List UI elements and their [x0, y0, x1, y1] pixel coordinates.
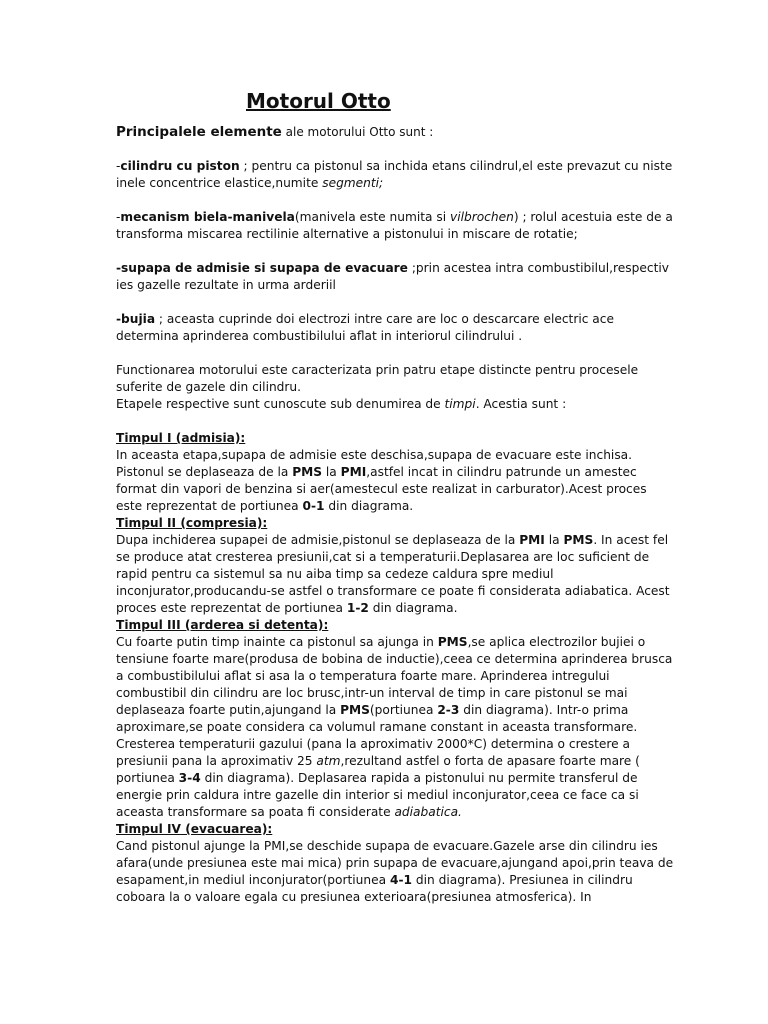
term: PMS	[563, 533, 594, 547]
element-name: mecanism biela-manivela	[120, 210, 295, 224]
timpi-text: Etapele respective sunt cunoscute sub denumirea de	[116, 397, 445, 411]
term: 3-4	[178, 771, 201, 785]
term: PMS	[437, 635, 468, 649]
intro-text: ale motorului Otto sunt :	[281, 125, 434, 139]
text: ,se aplica electrozilor bujiei o tensiune foarte mare(produsa de bobina de inductie),ceea ce determina aprinderea brusca a combustibilului aflat si asa la o temperatura foarte mare. Aprinderea intregului combustibil din cilindru are loc brusc,intr-un interval de timp in care pistonul se mai deplaseaza foarte putin,ajungand la	[116, 635, 673, 717]
term: 4-1	[389, 873, 413, 887]
element-after: ) ; rolul acestuia este de a transforma miscarea rectilinie alternative a pistonului in miscare de rotatie;	[116, 210, 673, 241]
text: din diagrama). Deplasarea rapida a pistonului nu permite transferul de energie prin caldura intre gazelle din interior si mediul inconjurator,ceea ce face ca si aceasta transformare sa poata fi considerate	[116, 771, 639, 819]
term: PMI	[519, 533, 545, 547]
element-name: -bujia	[116, 312, 156, 326]
term: PMI	[340, 465, 367, 479]
text: din diagrama.	[324, 499, 414, 513]
intro-bold: Principalele elemente	[116, 124, 282, 140]
term: 0-1	[302, 499, 325, 513]
paragraph-timpul-1	[116, 447, 676, 515]
heading-timpul-1: Timpul I (admisia):	[116, 431, 246, 445]
text: din diagrama). Intr-o prima aproximare,se poate considera ca volumul ramane constant in aceasta transformare. Cresterea temperaturii gazului (pana la aproximativ 2000*C) determina o crestere a presiunii pana la aproximativ 25	[116, 703, 638, 768]
text: In aceasta etapa,supapa de admisie este deschisa,supapa de evacuare este inchisa. Pistonul se deplaseaza de la	[116, 448, 633, 479]
heading-timpul-2: Timpul II (compresia):	[116, 516, 268, 530]
element-lead: -	[116, 159, 121, 173]
text: (portiunea	[369, 703, 438, 717]
text: ,rezultand astfel o forta de apasare foarte mare ( portiunea	[116, 754, 640, 785]
element-name: cilindru cu piston	[120, 159, 240, 173]
text: Dupa inchiderea supapei de admisie,pistonul se deplaseaza de la	[116, 533, 520, 547]
text: . In acest fel se produce atat cresterea presiunii,cat si a temperaturii.Deplasarea are loc suficient de rapid pentru ca sistemul sa nu aiba timp sa cedeze caldura spre mediul inconjurator,producandu-se astfel o transformare ce poate fi considerata adiabatica. Acest proces este reprezentat de portiunea	[116, 533, 670, 615]
timpi-italic: timpi	[444, 397, 476, 411]
text: ,astfel incat in cilindru patrunde un amestec format din vapori de benzina si aer(amestecul este realizat in carburator).Acest proces este reprezentat de portiunea	[116, 465, 647, 513]
text: Cu foarte putin timp inainte ca pistonul sa ajunga in	[116, 635, 438, 649]
element-text: ; pentru ca pistonul sa inchida etans cilindrul,el este prevazut cu niste inele concentrice elastice,numite	[116, 159, 673, 190]
element-name: -supapa de admisie si supapa de evacuare	[116, 261, 408, 275]
element-bujia	[116, 311, 676, 345]
term: 1-2	[346, 601, 369, 615]
element-text: ; aceasta cuprinde doi electrozi intre care are loc o descarcare electric ace determina aprinderea combustibilului aflat in interiorul cilindrului .	[116, 312, 614, 343]
page-title: Motorul Otto	[246, 89, 391, 113]
term: PMS	[292, 465, 323, 479]
timpi-paragraph	[116, 396, 676, 413]
paragraph-timpul-4	[116, 838, 676, 906]
element-italic: segmenti;	[322, 176, 384, 190]
element-biela	[116, 209, 676, 243]
functioning-paragraph: Functionarea motorului este caracterizata prin patru etape distincte pentru procesele suferite de gazele din cilindru.	[116, 363, 639, 394]
document-page	[116, 0, 676, 906]
term: 2-3	[437, 703, 460, 717]
element-lead: -	[116, 210, 121, 224]
element-text: ;prin acestea intra combustibilul,respectiv ies gazelle rezultate in urma arderiil	[116, 261, 669, 292]
element-text: (manivela este numita si	[294, 210, 450, 224]
unit: atm	[316, 754, 341, 768]
text: Cand pistonul ajunge la PMI,se deschide supapa de evacuare.Gazele arse din cilindru ies afara(unde presiunea este mai mica) prin supapa de evacuare,ajungand apoi,prin teava de esapament,in mediul inconjurator(portiunea	[116, 839, 674, 887]
timpi-text-end: . Acestia sunt :	[475, 397, 567, 411]
paragraph-timpul-3	[116, 634, 676, 821]
term-italic: adiabatica.	[394, 805, 462, 819]
element-supapa	[116, 260, 676, 294]
heading-timpul-3: Timpul III (arderea si detenta):	[116, 618, 329, 632]
text: din diagrama). Presiunea in cilindru coboara la o valoare egala cu presiunea exterioara(presiunea atmosferica). In	[116, 873, 633, 904]
element-cilindru	[116, 158, 676, 192]
term: PMS	[340, 703, 370, 717]
intro-paragraph	[116, 124, 676, 141]
text: la	[544, 533, 564, 547]
text: la	[322, 465, 341, 479]
text: din diagrama.	[368, 601, 458, 615]
element-italic: vilbrochen	[449, 210, 514, 224]
paragraph-timpul-2	[116, 532, 676, 617]
heading-timpul-4: Timpul IV (evacuarea):	[116, 822, 273, 836]
